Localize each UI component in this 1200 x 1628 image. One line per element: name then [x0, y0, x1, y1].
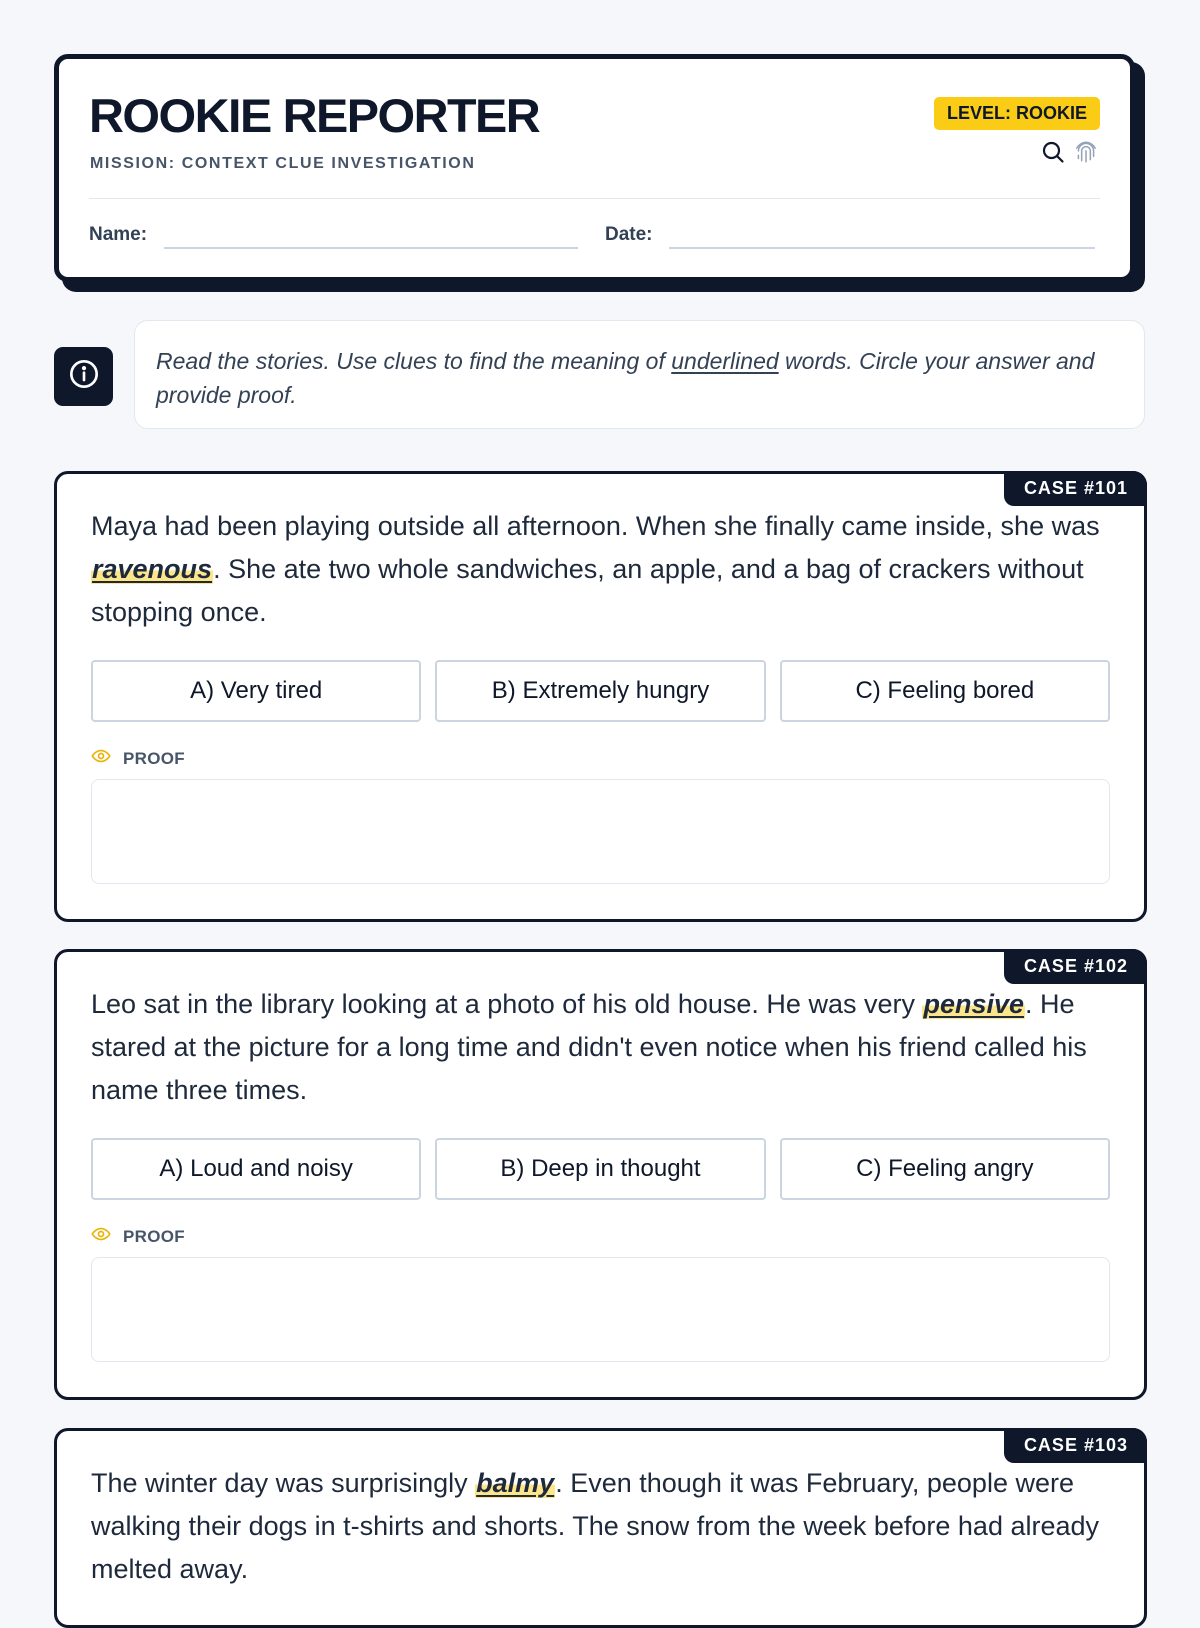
- story-text: [91, 505, 1111, 634]
- case-tag: CASE #103: [1004, 1428, 1147, 1463]
- answer-options: [91, 660, 1110, 722]
- story-text: [91, 983, 1111, 1112]
- option-a-button[interactable]: A) Loud and noisy: [91, 1138, 421, 1200]
- story-text-start: The winter day was surprisingly: [91, 1468, 476, 1498]
- proof-answer-box[interactable]: [91, 779, 1110, 884]
- page-title: ROOKIE REPORTER: [89, 89, 540, 142]
- instructions-text-end: words. Circle your answer and provide proof.: [156, 348, 1095, 408]
- case-card-101: [54, 471, 1147, 922]
- story-text-start: Maya had been playing outside all afternoon. When she finally came inside, she was: [91, 511, 1100, 541]
- story-text-end: . He stared at the picture for a long time and didn't even notice when his friend called his name three times.: [91, 989, 1087, 1105]
- date-label: Date:: [605, 224, 653, 245]
- option-c-button[interactable]: C) Feeling angry: [780, 1138, 1110, 1200]
- header-divider: [89, 198, 1100, 199]
- eye-icon: [91, 1224, 111, 1249]
- story-text-end: . She ate two whole sandwiches, an apple, and a bag of crackers without stopping once.: [91, 554, 1084, 627]
- proof-label: [91, 746, 185, 771]
- header-icons: [1041, 139, 1099, 165]
- proof-answer-box[interactable]: [91, 1257, 1110, 1362]
- instructions-underlined-word: underlined: [671, 348, 779, 374]
- level-badge: LEVEL: ROOKIE: [934, 97, 1100, 130]
- proof-label: [91, 1224, 185, 1249]
- info-icon-box: [54, 347, 113, 406]
- case-tag: CASE #101: [1004, 471, 1147, 506]
- instructions-text-start: Read the stories. Use clues to find the meaning of: [156, 348, 672, 374]
- option-b-button[interactable]: B) Deep in thought: [435, 1138, 765, 1200]
- vocab-word: balmy: [476, 1468, 555, 1498]
- worksheet-header: [54, 54, 1145, 292]
- vocab-word: pensive: [923, 989, 1025, 1019]
- name-field-line[interactable]: [164, 247, 578, 249]
- story-text-end: . Even though it was February, people were walking their dogs in t-shirts and shorts. The snow from the week before had already melted away.: [91, 1468, 1100, 1584]
- option-b-button[interactable]: B) Extremely hungry: [435, 660, 765, 722]
- date-field-line[interactable]: [669, 247, 1095, 249]
- info-icon: [68, 358, 100, 395]
- eye-icon: [91, 746, 111, 771]
- name-label: Name:: [89, 224, 148, 245]
- search-icon: [1041, 140, 1065, 164]
- proof-label-text: PROOF: [123, 748, 185, 768]
- instructions-box: [134, 320, 1145, 429]
- fingerprint-icon: [1073, 139, 1099, 165]
- vocab-word: ravenous: [92, 554, 213, 584]
- story-text: [91, 1462, 1111, 1591]
- case-card-103: [54, 1428, 1147, 1628]
- header-card: [54, 54, 1135, 282]
- case-card-102: [54, 949, 1147, 1400]
- option-a-button[interactable]: A) Very tired: [91, 660, 421, 722]
- case-tag: CASE #102: [1004, 949, 1147, 984]
- option-c-button[interactable]: C) Feeling bored: [780, 660, 1110, 722]
- answer-options: [91, 1138, 1110, 1200]
- mission-subtitle: MISSION: CONTEXT CLUE INVESTIGATION: [90, 155, 476, 172]
- story-text-start: Leo sat in the library looking at a photo of his old house. He was very: [91, 989, 923, 1019]
- proof-label-text: PROOF: [123, 1226, 185, 1246]
